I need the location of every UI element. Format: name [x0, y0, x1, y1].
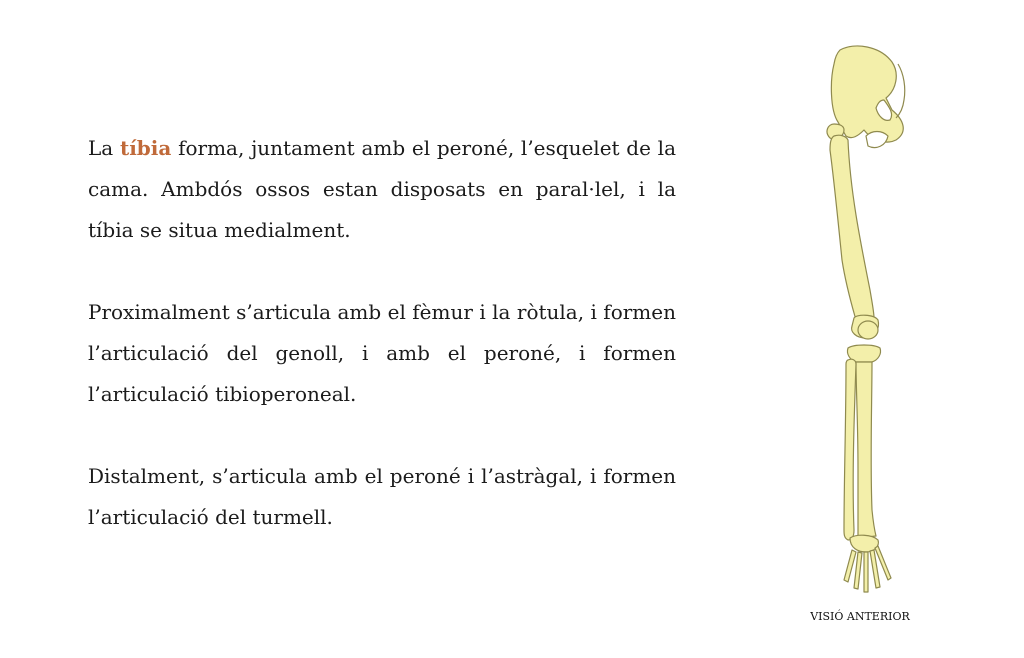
text-column: [88, 128, 676, 579]
figure-caption: VISIÓ ANTERIOR: [810, 610, 910, 623]
femur-shaft: [830, 135, 874, 320]
fibula: [844, 359, 856, 540]
intro-suffix: forma, juntament amb el peroné, l’esquelet de la cama. Ambdós ossos estan disposats en paral·lel, i la tíbia se situa medialment.: [88, 136, 677, 242]
paragraph-intro: [88, 128, 676, 251]
foot-bone-2: [854, 552, 862, 589]
intro-prefix: La: [88, 136, 120, 160]
leg-skeleton-illustration: [800, 40, 940, 600]
tibia-shaft: [856, 362, 876, 538]
term-tibia: tíbia: [119, 136, 172, 160]
obturator-region: [866, 132, 888, 148]
foot-bone-3: [864, 552, 868, 592]
paragraph-distal: Distalment, s’articula amb el peroné i l’astràgal, i formen l’articulació del turmell.: [88, 464, 676, 529]
paragraph-proximal: Proximalment s’articula amb el fèmur i la ròtula, i formen l’articulació del genoll, i amb el peroné, i formen l’articulació tibioperoneal.: [88, 300, 676, 406]
foot-bone-1: [844, 550, 856, 582]
sacrum-edge: [896, 64, 905, 118]
patella: [858, 321, 878, 339]
